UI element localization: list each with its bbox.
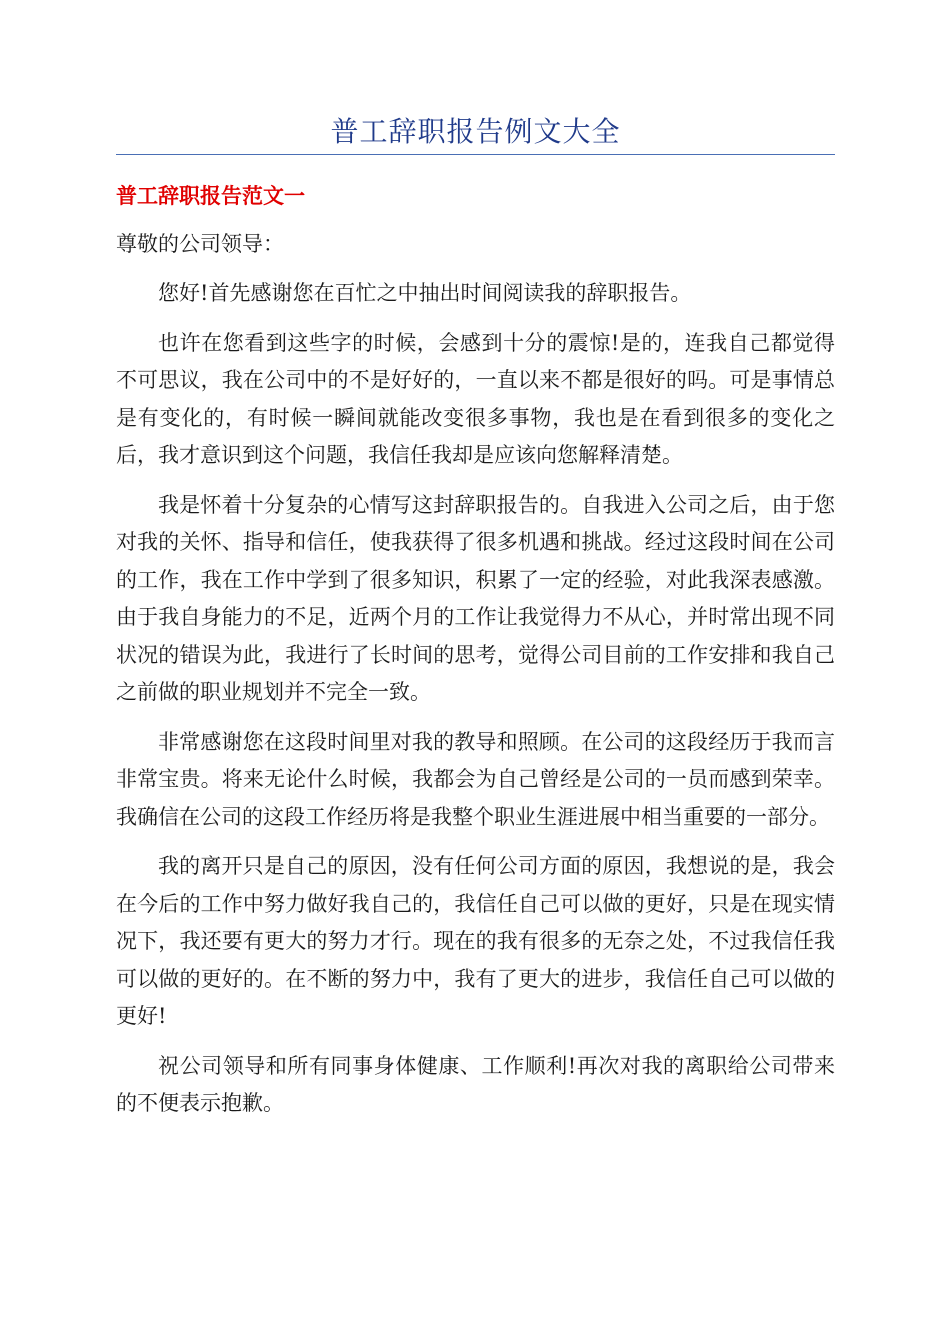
paragraph-2: 也许在您看到这些字的时候，会感到十分的震惊!是的，连我自己都觉得不可思议，我在公司中的不是好好的，一直以来不都是很好的吗。可是事情总是有变化的，有时候一瞬间就能改变很多事物，我也是在看到很多的变化之后，我才意识到这个问题，我信任我却是应该向您解释清楚。 [116, 330, 835, 467]
section-heading: 普工辞职报告范文一 [116, 184, 305, 208]
paragraph-3: 我是怀着十分复杂的心情写这封辞职报告的。自我进入公司之后，由于您对我的关怀、指导和信任，使我获得了很多机遇和挑战。经过这段时间在公司的工作，我在工作中学到了很多知识，积累了一定的经验，对此我深表感激。由于我自身能力的不足，近两个月的工作让我觉得力不从心，并时常出现不同状况的错误为此，我进行了长时间的思考，觉得公司目前的工作安排和我自己之前做的职业规划并不完全一致。 [116, 492, 835, 704]
document-page [116, 0, 835, 1123]
paragraph-1: 您好!首先感谢您在百忙之中抽出时间阅读我的辞职报告。 [158, 281, 692, 305]
title-divider [116, 154, 835, 155]
paragraph-6: 祝公司领导和所有同事身体健康、工作顺利!再次对我的离职给公司带来的不便表示抱歉。 [116, 1053, 835, 1115]
paragraph-4: 非常感谢您在这段时间里对我的教导和照顾。在公司的这段经历于我而言非常宝贵。将来无论什么时候，我都会为自己曾经是公司的一员而感到荣幸。我确信在公司的这段工作经历将是我整个职业生涯进展中相当重要的一部分。 [116, 729, 835, 829]
salutation: 尊敬的公司领导： [116, 232, 284, 256]
paragraph-5: 我的离开只是自己的原因，没有任何公司方面的原因，我想说的是，我会在今后的工作中努力做好我自己的，我信任自己可以做的更好，只是在现实情况下，我还要有更大的努力才行。现在的我有很多的无奈之处，不过我信任我可以做的更好的。在不断的努力中，我有了更大的进步，我信任自己可以做的更好! [116, 854, 835, 1028]
document-title: 普工辞职报告例文大全 [330, 115, 621, 148]
